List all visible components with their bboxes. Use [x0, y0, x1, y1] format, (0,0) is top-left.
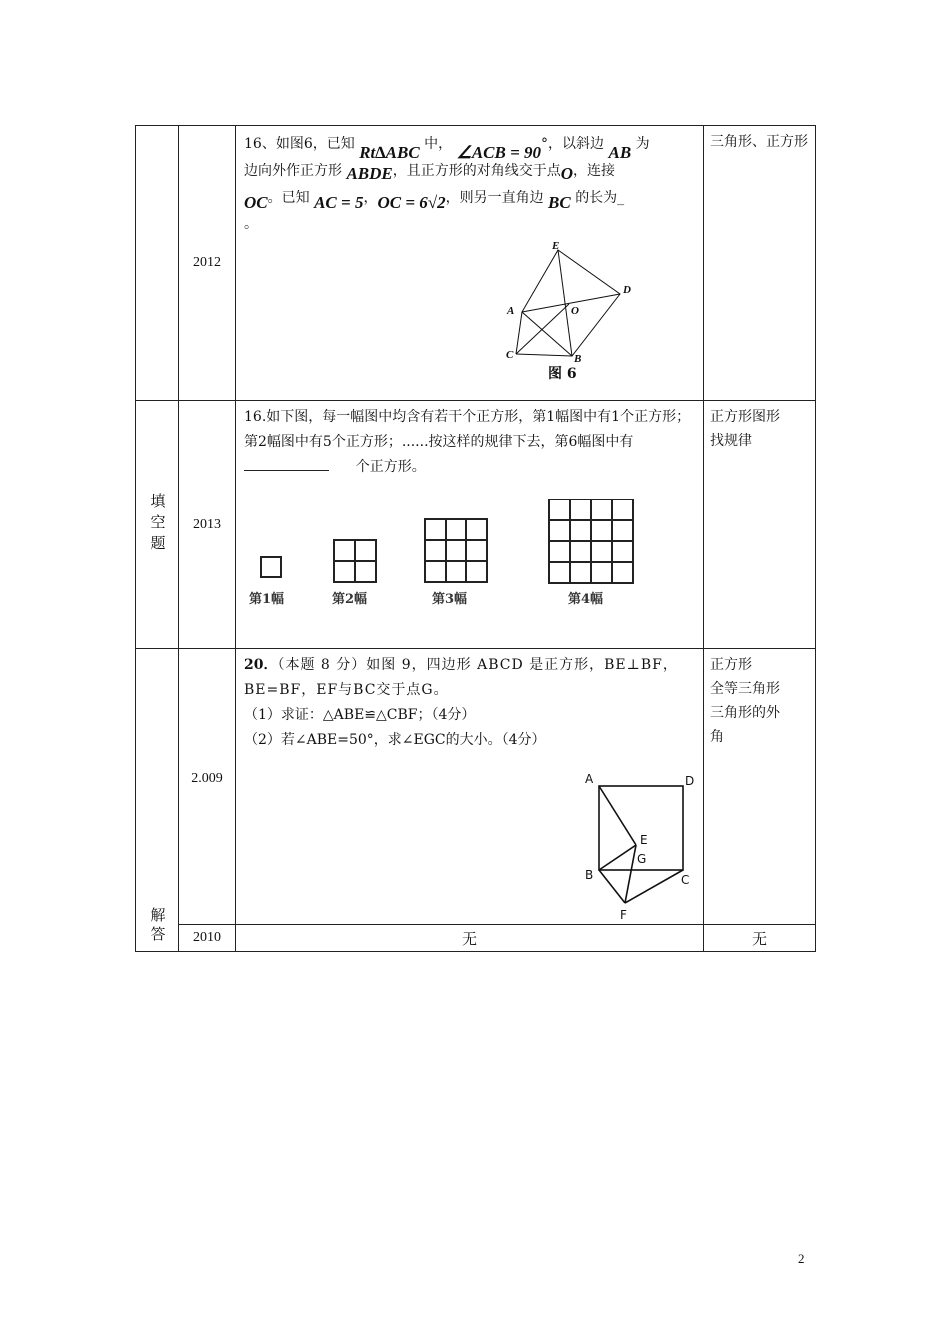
- label-B: B: [574, 353, 582, 362]
- math-ab: AB: [608, 143, 632, 162]
- math-rt-abc: Rt∆ABC: [359, 143, 420, 162]
- category-cell-fill: [136, 401, 179, 649]
- label-B: B: [585, 868, 594, 882]
- question-cell: [236, 126, 704, 401]
- category-label: 解答: [148, 907, 167, 945]
- math-angle-acb: ∠ACB = 90: [456, 143, 542, 162]
- question-cell: [236, 401, 704, 649]
- math-oc: OC: [244, 193, 268, 212]
- year-cell: 2013: [179, 401, 236, 649]
- label-D: D: [685, 774, 695, 788]
- label-F: F: [620, 908, 627, 921]
- figure-9-diagram: [573, 771, 703, 921]
- label-G: G: [637, 852, 647, 866]
- label-E: E: [552, 242, 560, 252]
- question-text: 16、如图6，已知 Rt∆ABC 中， ∠ACB = 90°，以斜边 AB 为 边向外作正方形 ABDE，且正方形的对角线交于点O，连接 OC。已知 AC = 5，OC = 6√2，则另一直角边 BC 的长为_ 。: [244, 136, 650, 232]
- answer-blank[interactable]: [244, 456, 329, 471]
- year-cell: 2010: [179, 925, 236, 952]
- row-2013: [136, 401, 816, 649]
- tag-cell: 三角形、正方形: [704, 126, 816, 401]
- figure-6-diagram: [502, 242, 642, 362]
- question-text: 20．（本题 8 分）如图 9，四边形 ABCD 是正方形，BE⊥BF，BE=BF，EF与BC交于点G。 （1）求证：△ABE≌△CBF；（4分） （2）若∠ABE=50°，求∠EGC的大小。（4分）: [244, 657, 678, 748]
- label-A: A: [585, 772, 594, 786]
- caption-1: 第1幅: [249, 592, 285, 607]
- question-cell: 无: [236, 925, 704, 952]
- label-O: O: [571, 305, 579, 317]
- math-o: O: [560, 164, 574, 183]
- category-label: 填空题: [148, 493, 167, 556]
- tag-cell: 正方形图形 找规律: [704, 401, 816, 649]
- row-2012: [136, 126, 816, 401]
- tag-cell: 正方形 全等三角形 三角形的外 角: [704, 649, 816, 925]
- exam-table: [135, 125, 816, 952]
- math-bc: BC: [548, 193, 571, 212]
- tag-cell: 无: [704, 925, 816, 952]
- label-C: C: [681, 873, 690, 887]
- row-2010: [136, 925, 816, 952]
- category-cell-answer: [136, 649, 179, 952]
- category-cell: [136, 126, 179, 401]
- question-cell: [236, 649, 704, 925]
- label-E: E: [640, 833, 648, 847]
- label-A: A: [507, 305, 515, 317]
- question-text: 16.如下图，每一幅图中均含有若干个正方形，第1幅图中有1个正方形；第2幅图中有5个正方形；......按这样的规律下去，第6幅图中有 个正方形。: [244, 409, 691, 475]
- figure-caption: 图 6: [548, 366, 577, 382]
- page-number: 2: [798, 1251, 805, 1266]
- label-D: D: [623, 284, 631, 296]
- row-2009: [136, 649, 816, 925]
- math-ac5: AC = 5: [314, 193, 364, 212]
- caption-3: 第3幅: [432, 592, 468, 607]
- caption-4: 第4幅: [568, 592, 604, 607]
- year-cell: 2.009: [179, 649, 236, 925]
- math-abde: ABDE: [346, 164, 393, 183]
- math-oc-value: OC = 6√2: [377, 193, 446, 212]
- year-cell: 2012: [179, 126, 236, 401]
- caption-2: 第2幅: [332, 592, 368, 607]
- pattern-figures: [244, 499, 644, 611]
- label-C: C: [506, 349, 514, 361]
